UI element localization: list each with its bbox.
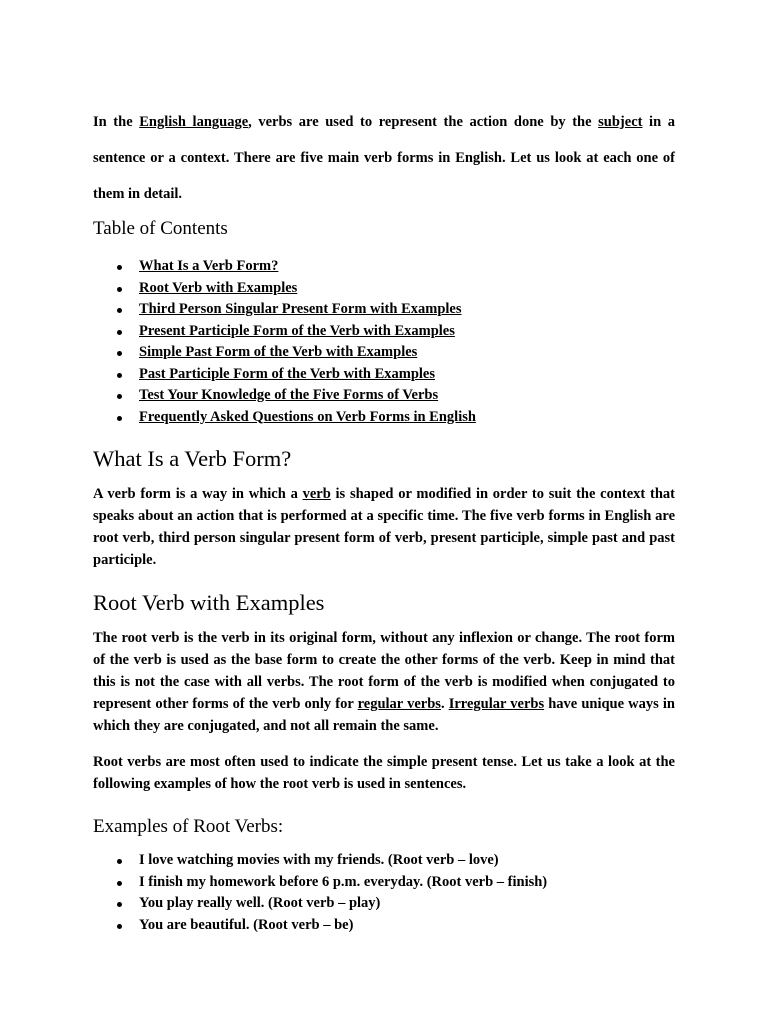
toc-item: [93, 385, 675, 407]
toc-link-verb-form[interactable]: What Is a Verb Form?: [139, 258, 279, 274]
intro-text-3: in a sentence or a context. There are five main verb forms in English. Let us look at each one of them in detail.: [93, 114, 675, 202]
toc-item: [93, 342, 675, 364]
verb-form-text-1: A verb form is a way in which a: [93, 486, 303, 502]
root-verb-paragraph-2: Root verbs are most often used to indicate the simple present tense. Let us take a look at the following examples of how the root verb is used in sentences.: [93, 754, 675, 792]
toc-item: [93, 278, 675, 300]
root-verb-text-2: .: [440, 696, 449, 712]
irregular-verbs-link[interactable]: Irregular verbs: [448, 696, 545, 712]
example-item: You are beautiful. (Root verb – be): [93, 915, 675, 937]
intro-text-1: In the: [93, 114, 140, 130]
examples-list: [93, 850, 675, 936]
toc-item: [93, 407, 675, 429]
toc-link-test-knowledge[interactable]: Test Your Knowledge of the Five Forms of Verbs: [139, 387, 439, 403]
example-item: You play really well. (Root verb – play): [93, 893, 675, 915]
toc-link-simple-past[interactable]: Simple Past Form of the Verb with Examples: [139, 344, 418, 360]
verb-form-paragraph: [93, 483, 675, 571]
subject-link[interactable]: subject: [598, 114, 643, 130]
root-verb-text-3: have unique ways in which they are conjugated, and not all remain the same.: [93, 696, 675, 734]
toc-item: [93, 321, 675, 343]
intro-text-2: , verbs are used to represent the action done by the: [248, 114, 599, 130]
toc-item: [93, 364, 675, 386]
toc-link-past-participle[interactable]: Past Participle Form of the Verb with Examples: [139, 365, 436, 382]
toc-link-faq[interactable]: Frequently Asked Questions on Verb Forms in English: [139, 408, 476, 425]
regular-verbs-link[interactable]: regular verbs: [357, 696, 441, 712]
toc-list: [93, 256, 675, 428]
toc-heading: Table of Contents: [93, 218, 228, 239]
toc-link-present-participle[interactable]: Present Participle Form of the Verb with Examples: [139, 322, 455, 339]
example-item: I finish my homework before 6 p.m. everyday. (Root verb – finish): [93, 872, 675, 894]
toc-link-third-person[interactable]: Third Person Singular Present Form with Examples: [139, 301, 462, 317]
intro-paragraph: [93, 104, 675, 212]
section-heading-root-verb: Root Verb with Examples: [93, 590, 325, 615]
section-heading-verb-form: What Is a Verb Form?: [93, 446, 292, 471]
toc-link-root-verb[interactable]: Root Verb with Examples: [139, 279, 298, 296]
root-verb-text-1: The root verb is the verb in its original form, without any inflexion or change. The root form of the verb is used as the base form to create the other forms of the verb. Keep in mind that this is not the case with all verbs. The root form of the verb is modified when conjugated to represent other forms of the verb only for: [93, 630, 675, 712]
examples-heading: Examples of Root Verbs:: [93, 816, 284, 837]
toc-item: [93, 256, 675, 278]
example-item: I love watching movies with my friends. (Root verb – love): [93, 850, 675, 872]
verb-link[interactable]: verb: [302, 486, 331, 502]
verb-form-text-2: is shaped or modified in order to suit the context that speaks about an action that is performed at a specific time. The five verb forms in English are root verb, third person singular present form of verb, present participle, simple past and past participle.: [93, 486, 675, 568]
root-verb-paragraph-1: [93, 627, 675, 737]
toc-item: [93, 299, 675, 321]
english-language-link[interactable]: English language: [139, 114, 249, 130]
